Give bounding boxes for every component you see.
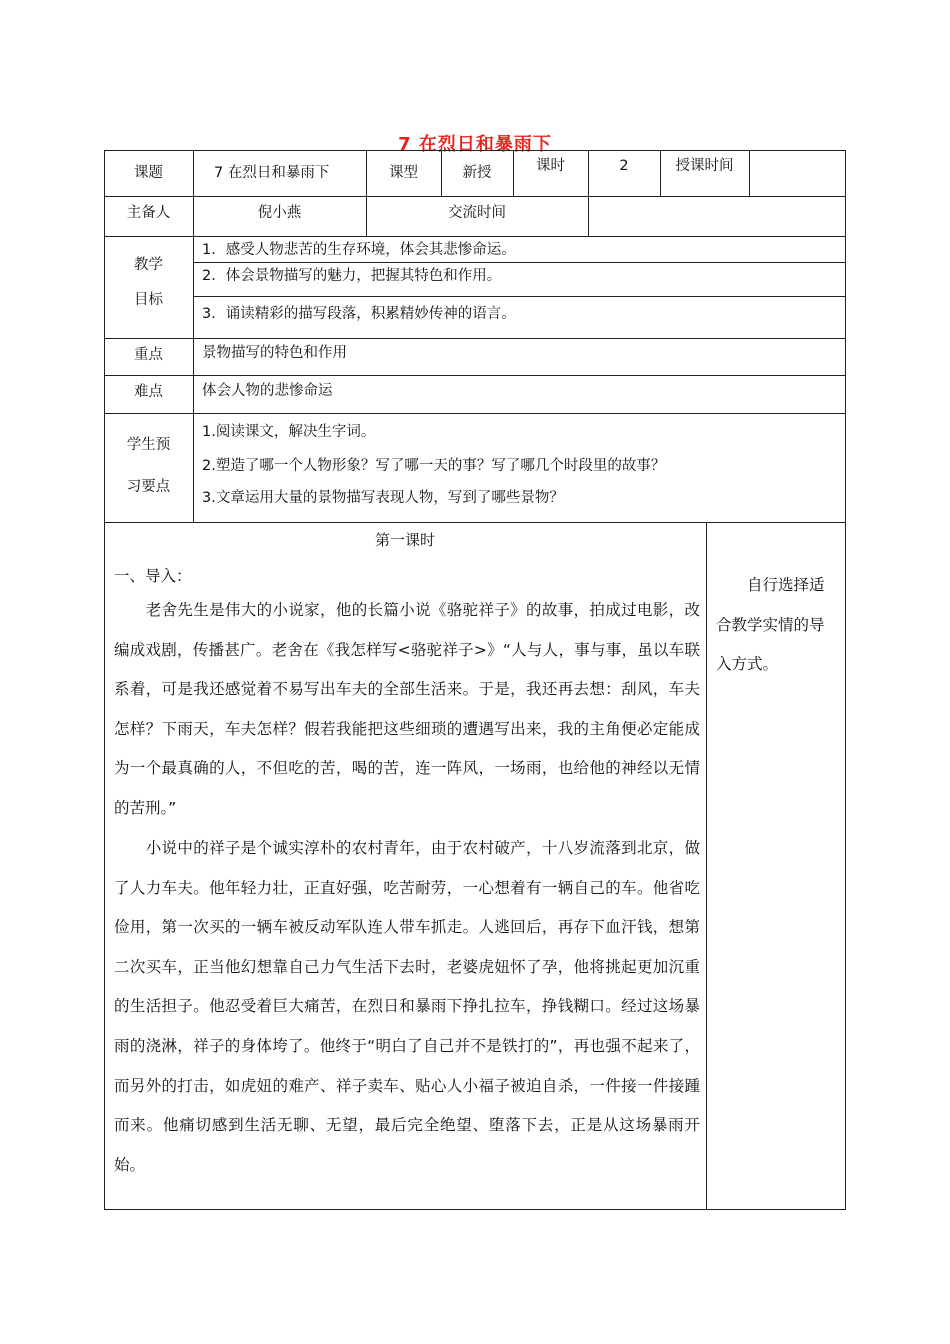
topic-label: 课题 xyxy=(134,165,163,181)
preview-label-line1: 学生预 xyxy=(126,437,171,453)
goals-label-line1: 教学 xyxy=(134,257,163,273)
preparer-value: 倪小燕 xyxy=(257,205,302,221)
difficulty-value: 体会人物的悲惨命运 xyxy=(202,383,333,399)
key-point-label: 重点 xyxy=(134,347,163,363)
type-value: 新授 xyxy=(462,165,492,181)
type-label: 课型 xyxy=(389,165,418,181)
session-title: 第一课时 xyxy=(374,531,435,549)
preview-item: 1.阅读课文，解决生字词。 xyxy=(202,424,376,440)
preview-label-line2: 习要点 xyxy=(126,479,171,495)
topic-value: 7 在烈日和暴雨下 xyxy=(214,165,330,181)
preview-item: 3.文章运用大量的景物描写表现人物，写到了哪些景物？ xyxy=(202,490,564,506)
section-heading: 一、导入： xyxy=(114,567,192,585)
goal-item: 3．诵读精彩的描写段落，积累精妙传神的语言。 xyxy=(202,306,516,322)
time-label: 授课时间 xyxy=(675,158,734,174)
lesson-paragraph: 小说中的祥子是个诚实淳朴的农村青年，由于农村破产，十八岁流落到北京，做了人力车夫。他年轻力壮，正直好强，吃苦耐劳，一心想着有一辆自己的车。他省吃俭用，第一次买的一辆车被反动军队连人带车抓走。人逃回后，再存下血汗钱，想第二次买车，正当他幻想靠自己力气生活下去时，老婆虎妞怀了孕，他将挑起更加沉重的生活担子。他忍受着巨大痛苦，在烈日和暴雨下挣扎拉车，挣钱糊口。经过这场暴雨的浇淋，祥子的身体垮了。他终于“明白了自己并不是铁打的”，再也强不起来了，而另外的打击，如虎妞的难产、祥子卖车、贴心人小福子被迫自杀，一件接一件接踵而来。他痛切感到生活无聊、无望，最后完全绝望、堕落下去，正是从这场暴雨开始。 xyxy=(114,839,700,1174)
key-point-value: 景物描写的特色和作用 xyxy=(202,345,347,361)
goals-label-line2: 目标 xyxy=(134,292,163,308)
goal-item: 2．体会景物描写的魅力，把握其特色和作用。 xyxy=(202,268,502,284)
side-note: 自行选择适合教学实情的导入方式。 xyxy=(716,576,825,674)
goal-item: 1．感受人物悲苦的生存环境，体会其悲惨命运。 xyxy=(202,242,516,258)
hours-label: 课时 xyxy=(536,158,565,174)
lesson-paragraph: 老舍先生是伟大的小说家，他的长篇小说《骆驼祥子》的故事，拍成过电影，改编成戏剧，传播甚广。老舍在《我怎样写<骆驼祥子>》“人与人，事与事，虽以车联系着，可是我还感觉着不易写出车夫的全部生活来。于是，我还再去想：刮风，车夫怎样？下雨天，车夫怎样？假若我能把这些细琐的遭遇写出来，我的主角便必定能成为一个最真确的人，不但吃的苦，喝的苦，连一阵风，一场雨，也给他的神经以无情的苦刑。” xyxy=(114,601,700,817)
hours-value: 2 xyxy=(619,158,629,174)
difficulty-label: 难点 xyxy=(134,384,163,400)
preview-item: 2.塑造了哪一个人物形象？写了哪一天的事？写了哪几个时段里的故事？ xyxy=(202,458,666,474)
preparer-label: 主备人 xyxy=(126,205,171,221)
exchange-time-label: 交流时间 xyxy=(448,205,506,221)
page-title: 7 在烈日和暴雨下 xyxy=(398,134,552,155)
